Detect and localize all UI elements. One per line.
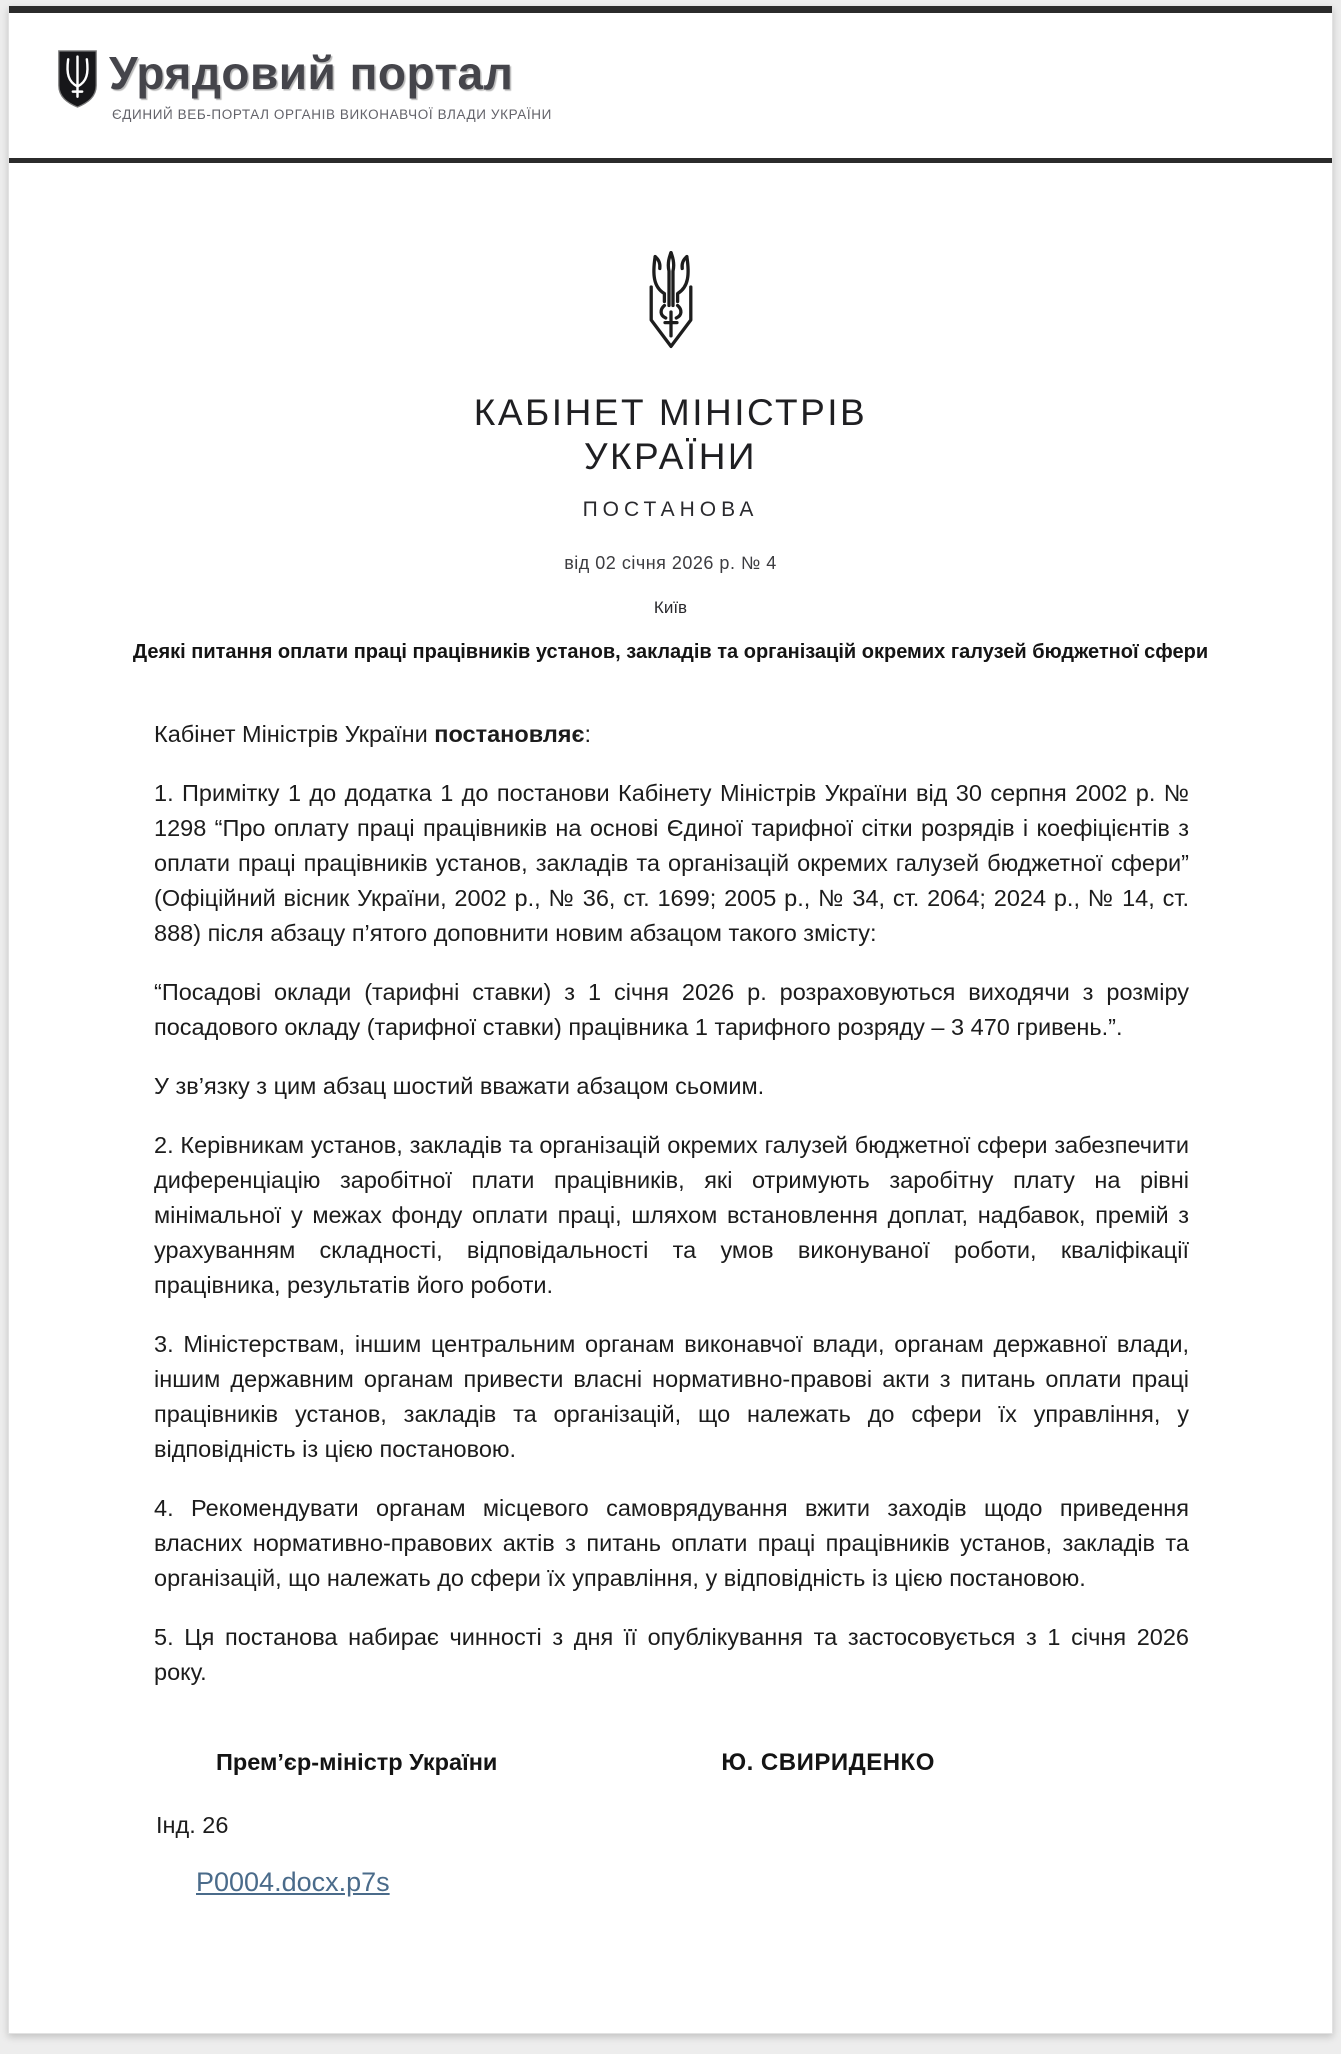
paragraph-7: 5. Ця постанова набирає чинності з дня її опублікування та застосовується з 1 січня 2026 року.: [154, 1624, 1189, 1685]
portal-logo-title[interactable]: Урядовий портал: [109, 47, 514, 99]
intro-prefix: Кабінет Міністрів України: [154, 721, 435, 747]
paragraph-4: 2. Керівникам установ, закладів та організацій окремих галузей бюджетної сфери забезпечити диференціацію заробітної плати працівників, які отримують заробітну плату на рівні мінімальної у межах фонду оплати праці, шляхом встановлення доплат, надбавок, премій з урахуванням складності, відповідальності та умов виконуваної роботи, кваліфікації працівника, результатів його роботи.: [154, 1132, 1189, 1298]
intro-line: [154, 717, 1189, 752]
page-card: [8, 6, 1333, 2034]
paragraph-1: 1. Примітку 1 до додатка 1 до постанови Кабінету Міністрів України від 30 серпня 2002 р. № 1298 “Про оплату праці працівників на основі Єдиної тарифної сітки розрядів і коефіцієнтів з оплати праці працівників установ, закладів та організацій окремих галузей бюджетної сфери” (Офіційний вісник України, 2002 р., № 36, ст. 1699; 2005 р., № 34, ст. 2064; 2024 р., № 14, ст. 888) після абзацу п’ятого доповнити новим абзацом такого змісту:: [154, 780, 1189, 946]
org-name-line1: КАБІНЕТ МІНІСТРІВ: [473, 392, 868, 433]
signer-name: Ю. СВИРИДЕНКО: [721, 1749, 935, 1776]
signer-title: Прем’єр-міністр України: [216, 1749, 498, 1775]
signature-row: [216, 1745, 1189, 1780]
paragraph-5: 3. Міністерствам, іншим центральним органам виконавчої влади, органам державної влади, іншим державним органам привести власні нормативно-правові акти з питань оплати праці працівників установ, закладів та організацій, що належать до сфери їх управління, у відповідність із цією постановою.: [154, 1331, 1189, 1462]
doc-date-line: від 02 січня 2026 р. № 4: [564, 553, 777, 573]
doc-city: Київ: [653, 598, 688, 617]
paragraph-3: У зв’язку з цим абзац шостий вважати абзацом сьомим.: [154, 1073, 765, 1099]
tryzub-emblem-icon: [638, 248, 704, 355]
header-divider: [9, 158, 1332, 163]
attachment-link[interactable]: P0004.docx.p7s: [196, 1867, 390, 1897]
portal-logo-text[interactable]: [109, 45, 552, 122]
paragraph-2: “Посадові оклади (тарифні ставки) з 1 січня 2026 р. розраховуються виходячи з розміру посадового окладу (тарифної ставки) працівника 1 тарифного розряду – 3 470 гривень.”.: [154, 979, 1189, 1040]
header-top-bar: [9, 6, 1332, 13]
portal-header: [9, 13, 1332, 158]
portal-logo-tagline: ЄДИНИЙ ВЕБ-ПОРТАЛ ОРГАНІВ ВИКОНАВЧОЇ ВЛАДИ УКРАЇНИ: [112, 106, 552, 122]
trident-shield-icon[interactable]: [56, 48, 99, 115]
index-label: Інд. 26: [156, 1812, 229, 1838]
intro-bold-word: постановляє: [434, 721, 585, 747]
intro-suffix: :: [584, 721, 592, 747]
org-name: [9, 391, 1332, 479]
paragraph-6: 4. Рекомендувати органам місцевого самоврядування вжити заходів щодо приведення власних нормативно-правових актів з питань оплати праці працівників установ, закладів та організацій, що належать до сфери їх управління, у відповідність із цією постановою.: [154, 1495, 1189, 1591]
doc-title: Деякі питання оплати праці працівників установ, закладів та організацій окремих галузей бюджетної сфери: [132, 641, 1209, 663]
doc-body: [154, 717, 1189, 1901]
doc-type-label: ПОСТАНОВА: [582, 498, 759, 521]
org-name-line2: УКРАЇНИ: [583, 436, 758, 477]
